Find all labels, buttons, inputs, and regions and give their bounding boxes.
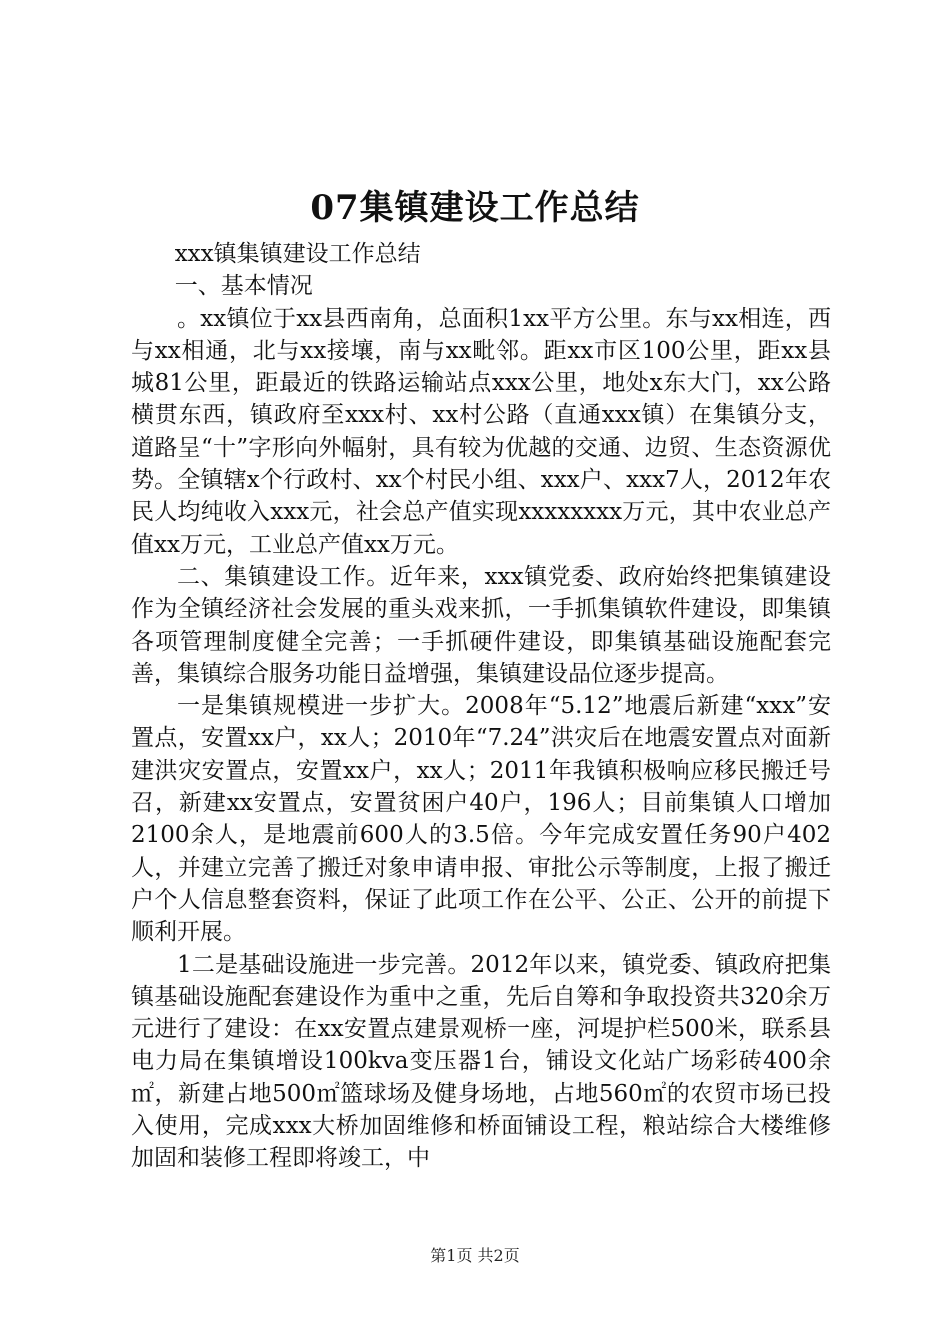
section-subtitle: xxx镇集镇建设工作总结 <box>174 241 421 267</box>
paragraph-scale-expansion: 一是集镇规模进一步扩大。2008年“5.12”地震后新建“xxx”安置点，安置xx户，xx人；2010年“7.24”洪灾后在地震安置点对面新建洪灾安置点，安置xx户，xx人；2011年我镇积极响应移民搬迁号召，新建xx安置点，安置贫困户40户，196人；目前集镇人口增加2100余人，是地震前600人的3.5倍。今年完成安置任务90户402人，并建立完善了搬迁对象申请申报、审批公示等制度，上报了搬迁户个人信息整套资料，保证了此项工作在公平、公正、公开的前提下顺利开展。 <box>131 693 831 946</box>
document-body <box>131 238 831 1175</box>
paragraph-town-construction: 二、集镇建设工作。近年来，xxx镇党委、政府始终把集镇建设作为全镇经济社会发展的重头戏来抓，一手抓集镇软件建设，即集镇各项管理制度健全完善；一手抓硬件建设，即集镇基础设施配套完善，集镇综合服务功能日益增强，集镇建设品位逐步提高。 <box>131 563 831 687</box>
document-title: 07集镇建设工作总结 <box>310 188 640 228</box>
section-heading-basic-info: 一、基本情况 <box>174 273 313 300</box>
paragraph-infrastructure: 1二是基础设施进一步完善。2012年以来，镇党委、镇政府把集镇基础设施配套建设作为重中之重，先后自筹和争取投资共320余万元进行了建设：在xx安置点建景观桥一座，河堤护栏500米，联系县电力局在集镇增设100kva变压器1台，铺设文化站广场彩砖400余㎡，新建占地500㎡篮球场及健身场地，占地560㎡的农贸市场已投入使用，完成xxx大桥加固维修和桥面铺设工程，粮站综合大楼维修加固和装修工程即将竣工，中 <box>131 951 831 1172</box>
paragraph-basic-info: 。xx镇位于xx县西南角，总面积1xx平方公里。东与xx相连，西与xx相通，北与xx接壤，南与xx毗邻。距xx市区100公里，距xx县城81公里，距最近的铁路运输站点xxx公里，地处x东大门，xx公路横贯东西，镇政府至xxx村、xx村公路（直通xxx镇）在集镇分支，道路呈“十”字形向外幅射，具有较为优越的交通、边贸、生态资源优势。全镇辖x个行政村、xx个村民小组、xxx户、xxx7人，2012年农民人均纯收入xxx元，社会总产值实现xxxxxxxx万元，其中农业总产值xx万元，工业总产值xx万元。 <box>131 305 832 558</box>
page-footer: 第1页 共2页 <box>430 1246 520 1265</box>
